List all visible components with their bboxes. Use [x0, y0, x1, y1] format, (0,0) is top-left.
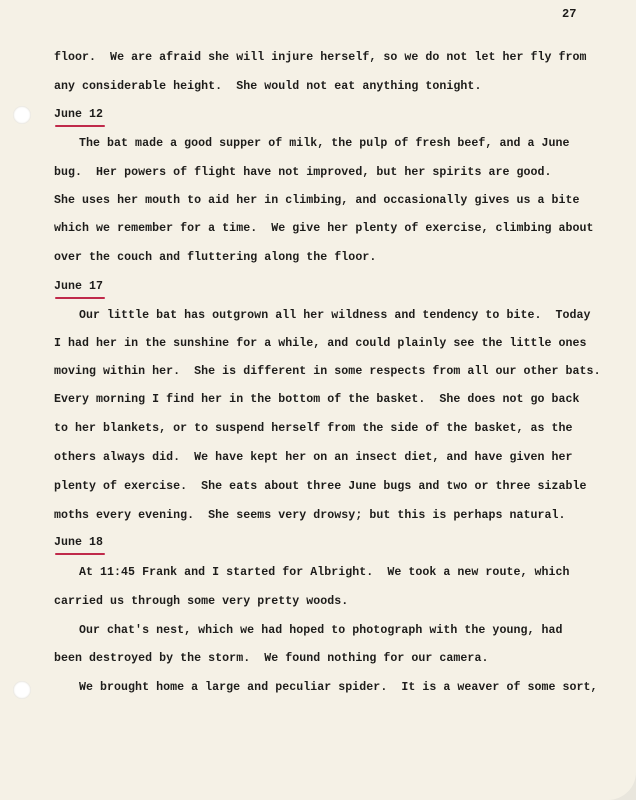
text-line: moving within her. She is different in some respects from all our other bats.: [54, 365, 601, 378]
text-line: Our little bat has outgrown all her wildness and tendency to bite. Today: [79, 309, 591, 322]
text-line: over the couch and fluttering along the floor.: [54, 251, 377, 264]
text-line: moths every evening. She seems very drowsy; but this is perhaps natural.: [54, 509, 566, 522]
text-line: any considerable height. She would not eat anything tonight.: [54, 80, 482, 93]
text-line: I had her in the sunshine for a while, and could plainly see the little ones: [54, 337, 587, 350]
date-heading: June 18: [54, 536, 104, 549]
text-line: others always did. We have kept her on an insect diet, and have given her: [54, 451, 573, 464]
text-line: At 11:45 Frank and I started for Albright. We took a new route, which: [79, 566, 570, 579]
text-line: plenty of exercise. She eats about three June bugs and two or three sizable: [54, 480, 587, 493]
red-underline: [55, 297, 105, 299]
binder-hole: [13, 106, 31, 124]
text-line: Every morning I find her in the bottom of the basket. She does not go back: [54, 393, 580, 406]
text-line: been destroyed by the storm. We found nothing for our camera.: [54, 652, 489, 665]
text-line: The bat made a good supper of milk, the pulp of fresh beef, and a June: [79, 137, 570, 150]
binder-hole: [13, 681, 31, 699]
red-underline: [55, 553, 105, 555]
date-heading: June 12: [54, 108, 104, 121]
text-line: carried us through some very pretty woods.: [54, 595, 349, 608]
date-heading: June 17: [54, 280, 104, 293]
text-line: to her blankets, or to suspend herself from the side of the basket, as the: [54, 422, 573, 435]
text-line: which we remember for a time. We give her plenty of exercise, climbing about: [54, 222, 594, 235]
page-number: 27: [562, 7, 577, 21]
red-underline: [55, 125, 105, 127]
text-line: Our chat's nest, which we had hoped to photograph with the young, had: [79, 624, 563, 637]
text-line: We brought home a large and peculiar spider. It is a weaver of some sort,: [79, 681, 598, 694]
text-line: She uses her mouth to aid her in climbing, and occasionally gives us a bite: [54, 194, 580, 207]
text-line: bug. Her powers of flight have not improved, but her spirits are good.: [54, 166, 552, 179]
text-line: floor. We are afraid she will injure herself, so we do not let her fly from: [54, 51, 587, 64]
